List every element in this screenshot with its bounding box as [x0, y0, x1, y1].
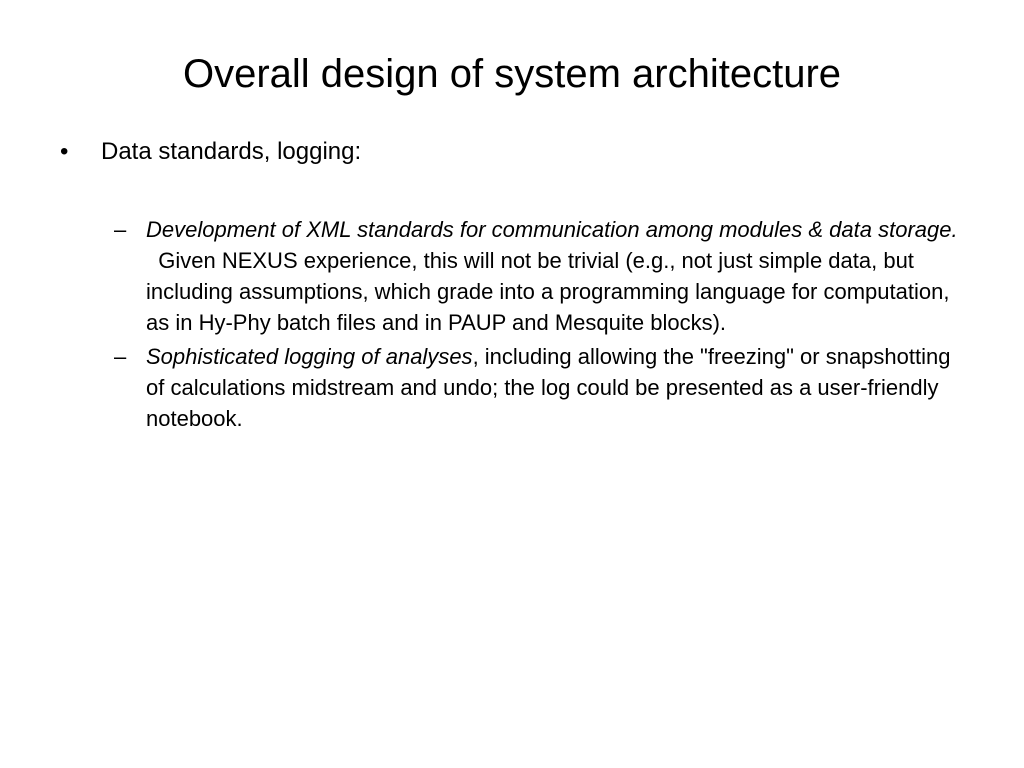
bullet-text: Data standards, logging:	[101, 138, 362, 165]
dash-marker: –	[114, 344, 127, 369]
sub-bullet-xml-standards	[114, 214, 964, 338]
bullet-marker: •	[60, 138, 69, 165]
dash-marker: –	[114, 217, 127, 242]
sub-bullet-text: Given NEXUS experience, this will not be trivial (e.g., not just simple data, but including assumptions, which grade into a programming language for computation, as in Hy-Phy batch files and in PAUP and Mesquite blocks).	[146, 248, 950, 335]
sub-bullet-emphasis: Development of XML standards for communication among modules & data storage.	[146, 217, 958, 242]
slide-title: Overall design of system architecture	[182, 52, 842, 96]
sub-bullet-emphasis: Sophisticated logging of analyses	[146, 344, 473, 369]
sub-bullet-gap	[146, 248, 158, 273]
sub-bullet-logging	[114, 341, 964, 434]
sub-bullet-list	[114, 214, 964, 437]
sub-bullet-text: , including allowing the "freezing" or snapshotting of calculations midstream and undo; the log could be presented as a user-friendly notebook.	[146, 344, 951, 431]
